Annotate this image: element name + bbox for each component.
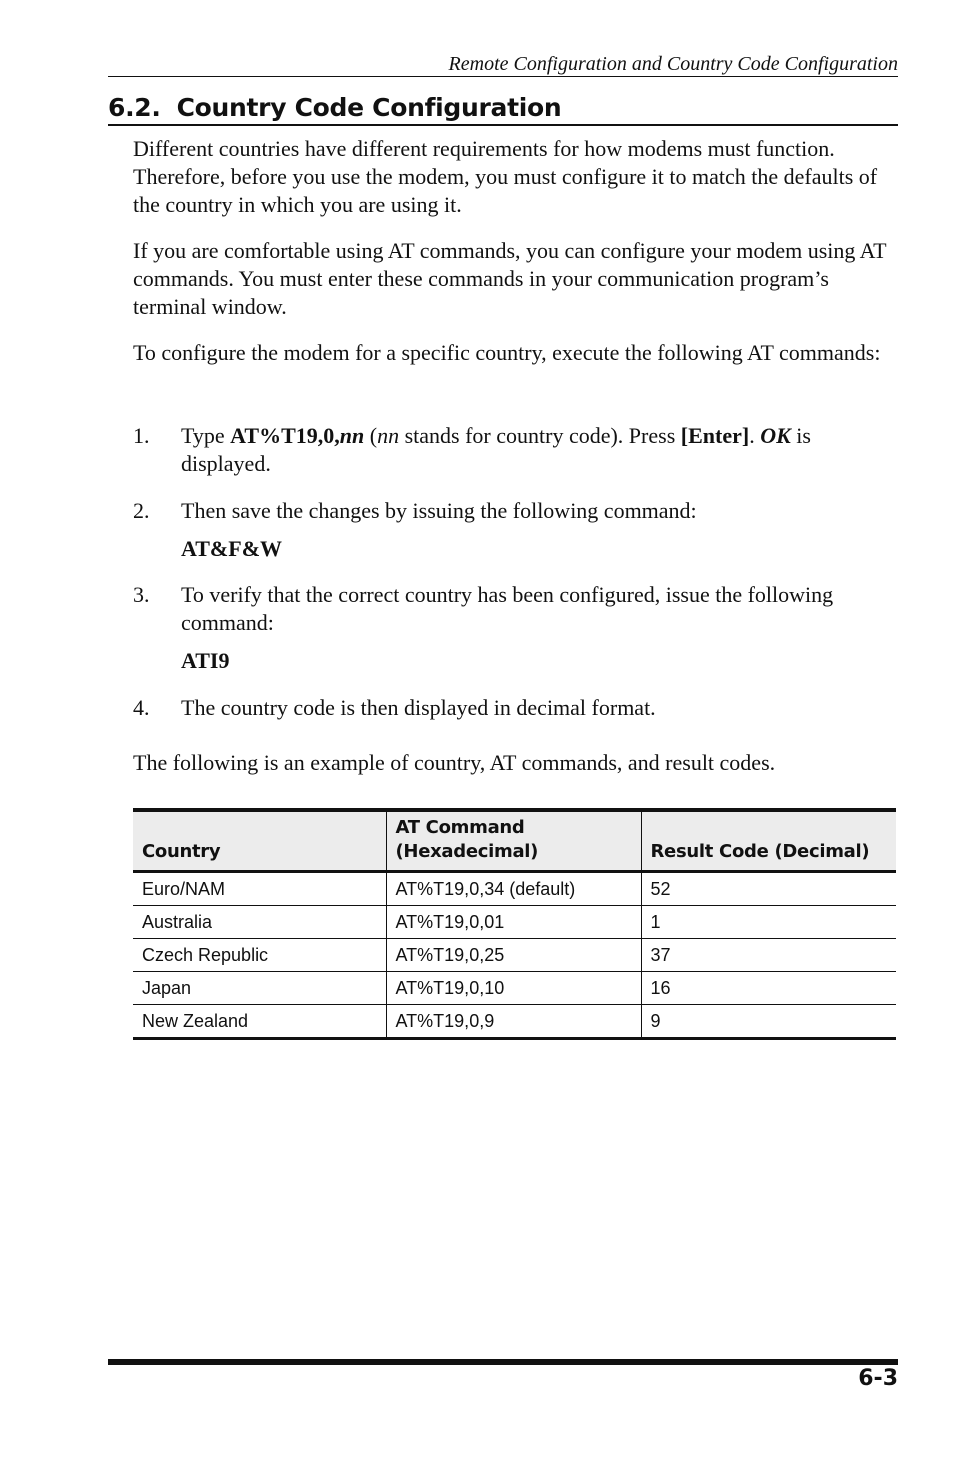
verify-command: ATI9: [181, 648, 230, 673]
result-code-cell: 1: [641, 906, 896, 939]
result-text: OK: [760, 423, 791, 448]
country-cell: New Zealand: [133, 1005, 386, 1039]
at-command-cell: AT%T19,0,9: [386, 1005, 641, 1039]
country-cell: Euro/NAM: [133, 872, 386, 906]
step-text: Type AT%T19,0,nn (nn stands for country code). Press [Enter]. OK is displayed.: [181, 423, 811, 476]
country-cell: Czech Republic: [133, 939, 386, 972]
intro-paragraph: Different countries have different requirements for how modems must function. Therefore, before you use the modem, you must configure it to match the defaults of the country in which you are using it.: [133, 136, 878, 217]
section-number: 6.2.: [108, 93, 161, 122]
result-code-cell: 9: [641, 1005, 896, 1039]
command-text: AT%T19,0,: [230, 423, 340, 448]
heading-rule: [108, 124, 898, 126]
key-name: [Enter]: [680, 423, 750, 448]
country-cell: Australia: [133, 906, 386, 939]
country-cell: Japan: [133, 972, 386, 1005]
column-header-at-command: AT Command (Hexadecimal): [386, 810, 641, 872]
save-command: AT&F&W: [181, 536, 283, 561]
command-variable: nn: [339, 423, 365, 448]
column-header-country: Country: [142, 841, 221, 862]
step-number: 1.: [133, 423, 150, 448]
at-command-cell: AT%T19,0,25: [386, 939, 641, 972]
at-command-cell: AT%T19,0,34 (default): [386, 872, 641, 906]
country-code-table: [133, 808, 896, 1040]
configure-paragraph: To configure the modem for a specific country, execute the following AT commands:: [133, 340, 881, 365]
step-text: The country code is then displayed in decimal format.: [181, 695, 656, 720]
column-header-result-code: Result Code (Decimal): [641, 810, 896, 872]
section-title: Country Code Configuration: [176, 93, 562, 122]
at-commands-paragraph: If you are comfortable using AT commands, you can configure your modem using AT commands. You must enter these commands in your communication program’s terminal window.: [133, 238, 887, 319]
header-rule: [108, 76, 898, 77]
at-command-cell: AT%T19,0,01: [386, 906, 641, 939]
table-row: [133, 1005, 896, 1039]
table-row: [133, 906, 896, 939]
variable-text: nn: [377, 423, 400, 448]
step-number: 4.: [133, 695, 150, 720]
table-row: [133, 939, 896, 972]
step-number: 3.: [133, 582, 150, 607]
table-row: [133, 972, 896, 1005]
page-number: 6-3: [858, 1366, 898, 1391]
example-intro: The following is an example of country, AT commands, and result codes.: [133, 750, 776, 775]
step-number: 2.: [133, 498, 150, 523]
table-row: [133, 872, 896, 906]
step-text: Then save the changes by issuing the following command:: [181, 498, 697, 523]
result-code-cell: 37: [641, 939, 896, 972]
running-header: Remote Configuration and Country Code Configuration: [448, 53, 898, 75]
table-header-row: [133, 810, 896, 872]
at-command-cell: AT%T19,0,10: [386, 972, 641, 1005]
step-text: To verify that the correct country has been configured, issue the following command:: [181, 582, 834, 635]
section-heading: [108, 92, 898, 124]
result-code-cell: 52: [641, 872, 896, 906]
result-code-cell: 16: [641, 972, 896, 1005]
